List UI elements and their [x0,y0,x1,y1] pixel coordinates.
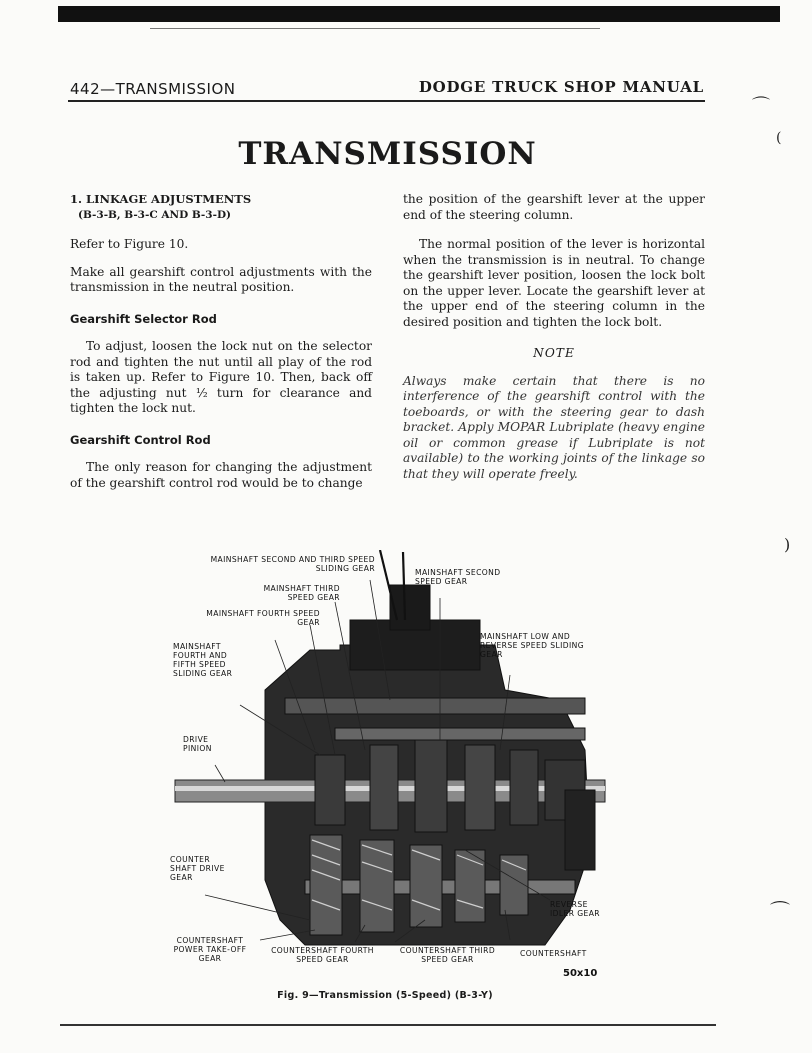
figure-caption: Fig. 9—Transmission (5-Speed) (B-3-Y) [277,990,493,1001]
para-continued: the position of the gearshift lever at the upper end of the steering column. [403,192,705,222]
scan-edge-mark: ⌒ [752,96,770,117]
right-column [403,192,705,482]
subhead-control-rod: Gearshift Control Rod [70,432,211,447]
label-countershaft-power: COUNTERSHAFT POWER TAKE-OFF GEAR [173,936,247,963]
para-adjust: Make all gearshift control adjustments with the transmission in the neutral position. [70,264,372,294]
scan-edge-mark: ⌒ [770,899,790,923]
label-mainshaft-second-third-sliding: MAINSHAFT SECOND AND THIRD SPEED SLIDING GEAR [210,555,375,573]
section-title: 1. LINKAGE ADJUSTMENTS [70,192,252,206]
label-countershaft-fourth: COUNTERSHAFT FOURTH SPEED GEAR [271,946,374,964]
transmission-figure [165,550,615,980]
page-title: TRANSMISSION [238,136,537,172]
figure-id: 50x10 [563,968,598,979]
label-mainshaft-fourth: MAINSHAFT FOURTH SPEED GEAR [206,609,320,627]
left-column [70,192,372,491]
note-heading: NOTE [533,346,575,360]
subhead-selector-rod: Gearshift Selector Rod [70,311,217,326]
para-normal-position: The normal position of the lever is horizontal when the transmission is in neutral. To change the gearshift lever position, loosen the lock bolt on the upper lever. Locate the gearshift lever at the upper end of the steering column in the desired position and tighten the lock bolt. [403,237,705,329]
label-mainshaft-fourth-fifth-sliding: MAINSHAFT FOURTH AND FIFTH SPEED SLIDING GEAR [173,642,233,678]
label-mainshaft-third: MAINSHAFT THIRD SPEED GEAR [263,584,340,602]
label-drive-pinion: DRIVE PINION [183,735,212,753]
para-control: The only reason for changing the adjustment of the gearshift control rod would be to change [70,460,372,490]
label-reverse-idler: REVERSE IDLER GEAR [550,900,600,918]
label-countershaft: COUNTERSHAFT [520,949,587,958]
note-text: Always make certain that there is no interference of the gearshift control with the toeboards, or with the steering gear to dash bracket. Apply MOPAR Lubriplate (heavy engine oil or common grease if Lubriplate is not available) to the working joints of the linkage so that they will operate freely. [403,373,705,481]
section-models: (B-3-B, B-3-C AND B-3-D) [78,208,232,221]
label-mainshaft-second: MAINSHAFT SECOND SPEED GEAR [415,568,501,586]
para-selector: To adjust, loosen the lock nut on the selector rod and tighten the nut until all play of the rod is taken up. Refer to Figure 10. Then, back off the adjusting nut ½ turn for clearance and tighten the lock nut. [70,339,372,415]
scan-top-bar [58,6,780,22]
manual-title-header: DODGE TRUCK SHOP MANUAL [418,78,704,96]
header-rule [68,100,705,102]
scan-edge-mark: ) [784,535,791,554]
scan-edge-mark: ( [776,130,782,146]
footer-rule [60,1024,716,1026]
page-number-header: 442—TRANSMISSION [70,80,236,98]
label-mainshaft-low-reverse: MAINSHAFT LOW AND REVERSE SPEED SLIDING GEAR [480,632,584,659]
label-countershaft-drive: COUNTER SHAFT DRIVE GEAR [170,855,225,882]
scan-top-line [150,28,600,29]
para-refer: Refer to Figure 10. [70,237,189,251]
label-countershaft-third: COUNTERSHAFT THIRD SPEED GEAR [399,946,496,964]
